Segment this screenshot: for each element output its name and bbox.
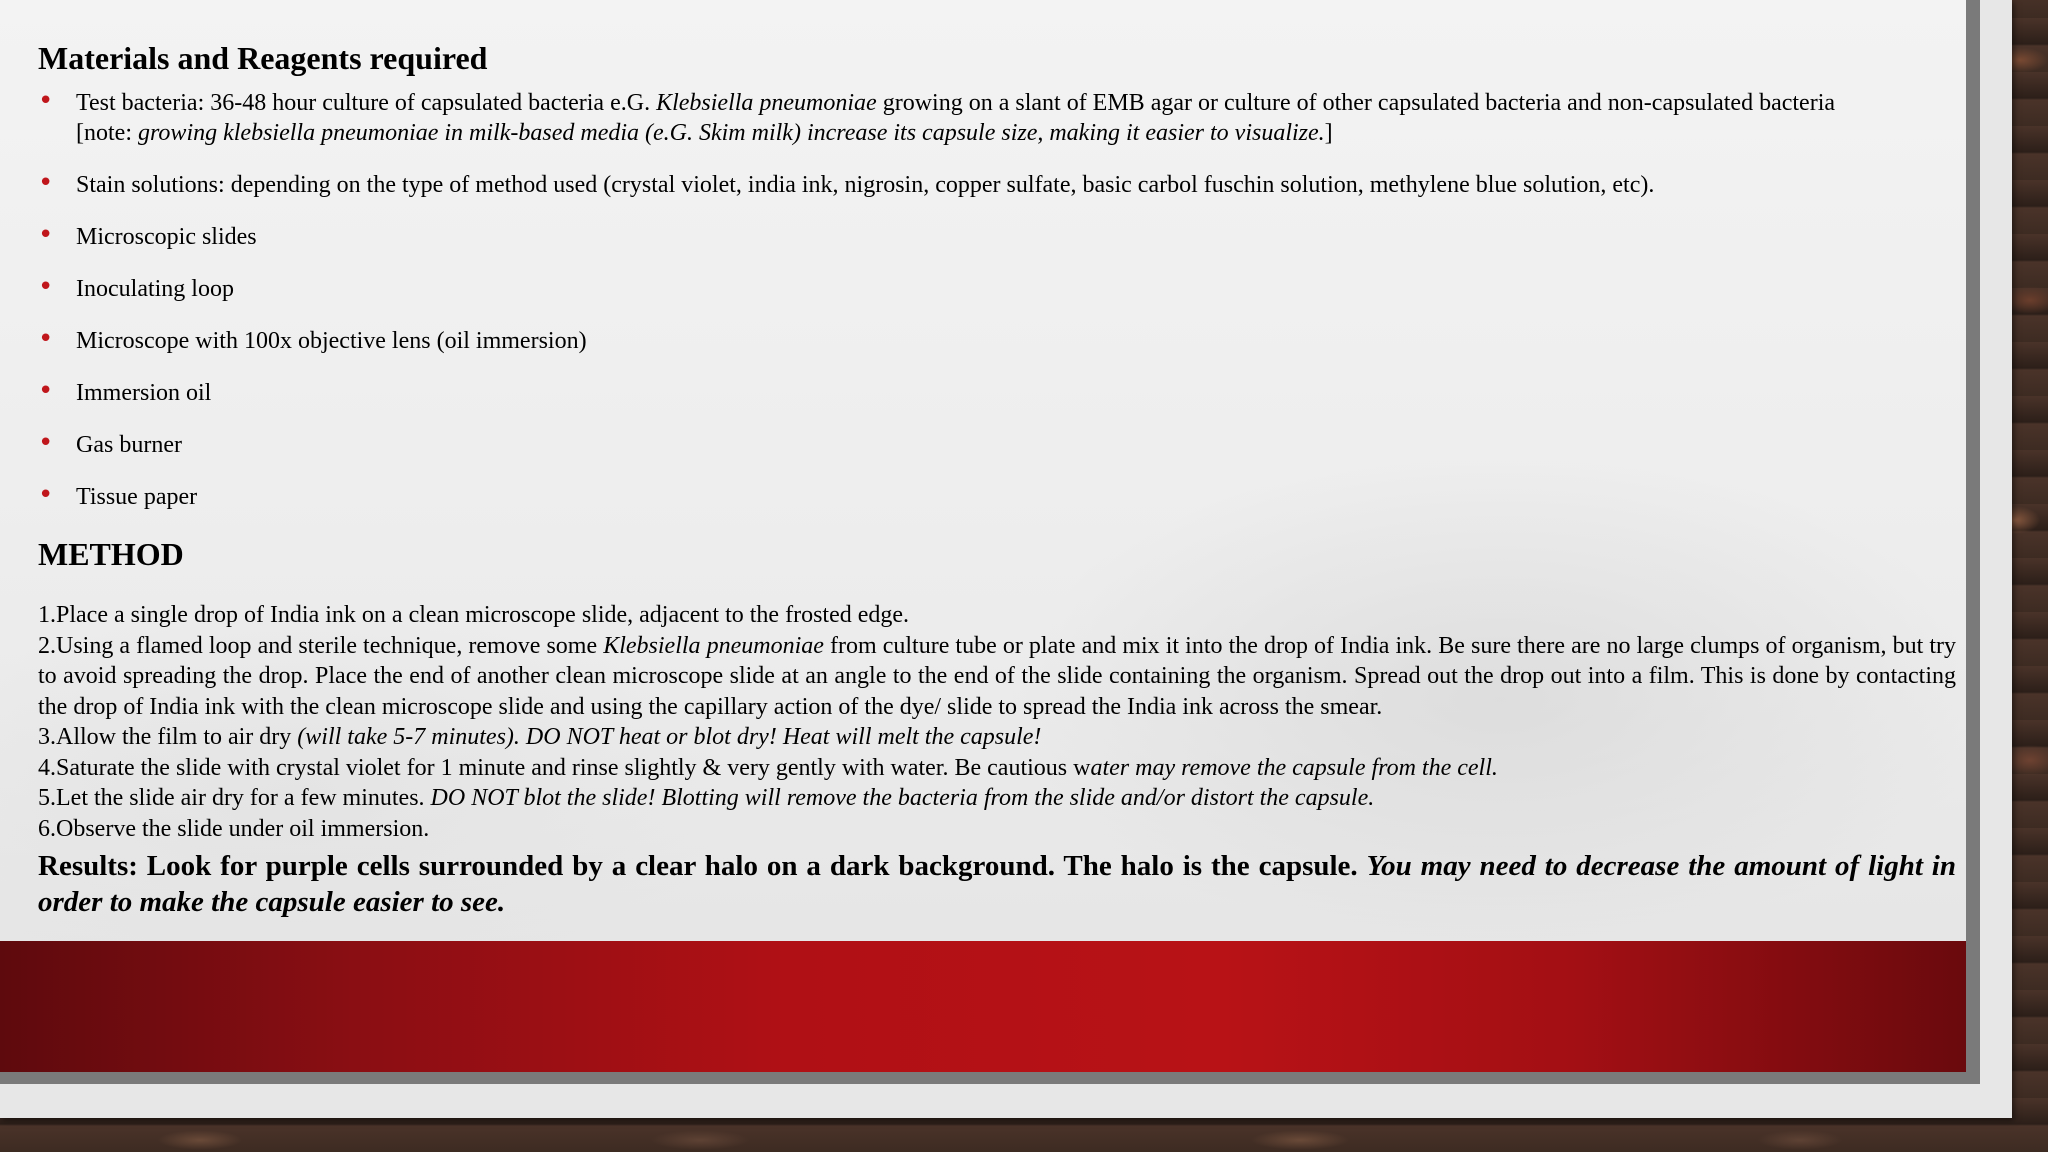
item-text: Gas burner (76, 432, 182, 458)
list-item (38, 378, 1966, 408)
footer-band (0, 941, 1966, 1072)
method-steps (38, 600, 1956, 844)
results-lead: Results: Look for purple cells surrounded by a clear halo on a dark background. The halo is the capsule. (38, 850, 1367, 882)
item-text-italic: Klebsiella pneumoniae (656, 90, 877, 116)
method-heading: METHOD (38, 536, 184, 572)
materials-list (38, 88, 1966, 512)
bullet-icon: • (38, 168, 54, 198)
item-text: Microscope with 100x objective lens (oil immersion) (76, 328, 587, 354)
bullet-icon: • (38, 272, 54, 302)
step-5 (38, 783, 1956, 814)
bullet-icon: • (38, 376, 54, 406)
item-text: Immersion oil (76, 380, 212, 406)
item-note-italic: growing klebsiella pneumoniae in milk-based media (e.G. Skim milk) increase its capsule size, making it easier to visualize. (137, 120, 1325, 146)
list-item (38, 274, 1966, 304)
item-note: [note: (76, 120, 138, 146)
bullet-icon: • (38, 324, 54, 354)
step-text: 2.Using a flamed loop and sterile technique, remove some (38, 632, 604, 659)
list-item (38, 222, 1966, 252)
item-note: ] (1324, 120, 1333, 146)
list-item (38, 430, 1966, 460)
list-item (38, 326, 1966, 356)
list-item (38, 482, 1966, 512)
list-item (38, 170, 1966, 200)
step-3 (38, 722, 1956, 753)
item-text: Tissue paper (76, 484, 198, 510)
step-4 (38, 753, 1956, 784)
results-italic: You may need to decrease the amount of light in order to make the capsule easier to see. (38, 850, 1956, 918)
bullet-icon: • (38, 86, 54, 116)
list-item (38, 88, 1966, 148)
step-text: 3.Allow the film to air dry (38, 724, 298, 750)
item-text: Stain solutions: depending on the type of method used (crystal violet, india ink, nigrosin, copper sulfate, basic carbol fuschin solution, methylene blue solution, etc). (76, 172, 1655, 198)
step-text: 5.Let the slide air dry for a few minutes. (38, 785, 431, 811)
bullet-icon: • (38, 220, 54, 250)
slide-content (38, 38, 1966, 920)
materials-heading: Materials and Reagents required (38, 40, 488, 76)
results-text (38, 848, 1956, 920)
step-text-italic: Klebsiella pneumoniae (603, 632, 824, 659)
step-text: 4.Saturate the slide with crystal violet for 1 minute and rinse slightly & very gently with water. Be cautious w (38, 754, 1091, 781)
step-text: from culture tube or plate and mix it into the drop of India ink. Be sure there are no large clumps of organism, but try to avoid spreading the drop. Place the end of another clean microscope slide at an angle to the end of the slide containing the organism. Spread out the drop out into a film. This is done by contacting the drop of India ink with the clean microscope slide and using the capillary action of the dye/ slide to spread the India ink across the smear. (38, 632, 1956, 720)
step-text-italic: (will take 5-7 minutes). DO NOT heat or blot dry! Heat will melt the capsule! (297, 724, 1042, 750)
item-text: growing on a slant of EMB agar or culture of other capsulated bacteria and non-capsulated bacteria (876, 90, 1836, 116)
step-1: 1.Place a single drop of India ink on a clean microscope slide, adjacent to the frosted edge. (38, 602, 910, 628)
item-text: Microscopic slides (76, 224, 257, 250)
item-text: Test bacteria: 36-48 hour culture of capsulated bacteria e.G. (76, 90, 657, 116)
bullet-icon: • (38, 480, 54, 510)
item-text: Inoculating loop (76, 276, 234, 302)
step-6: 6.Observe the slide under oil immersion. (38, 815, 430, 842)
step-2 (38, 631, 1956, 723)
step-text-italic: ater may remove the capsule from the cell. (1090, 754, 1498, 781)
bullet-icon: • (38, 428, 54, 458)
step-text-italic: DO NOT blot the slide! Blotting will remove the bacteria from the slide and/or distort the capsule. (430, 785, 1375, 811)
